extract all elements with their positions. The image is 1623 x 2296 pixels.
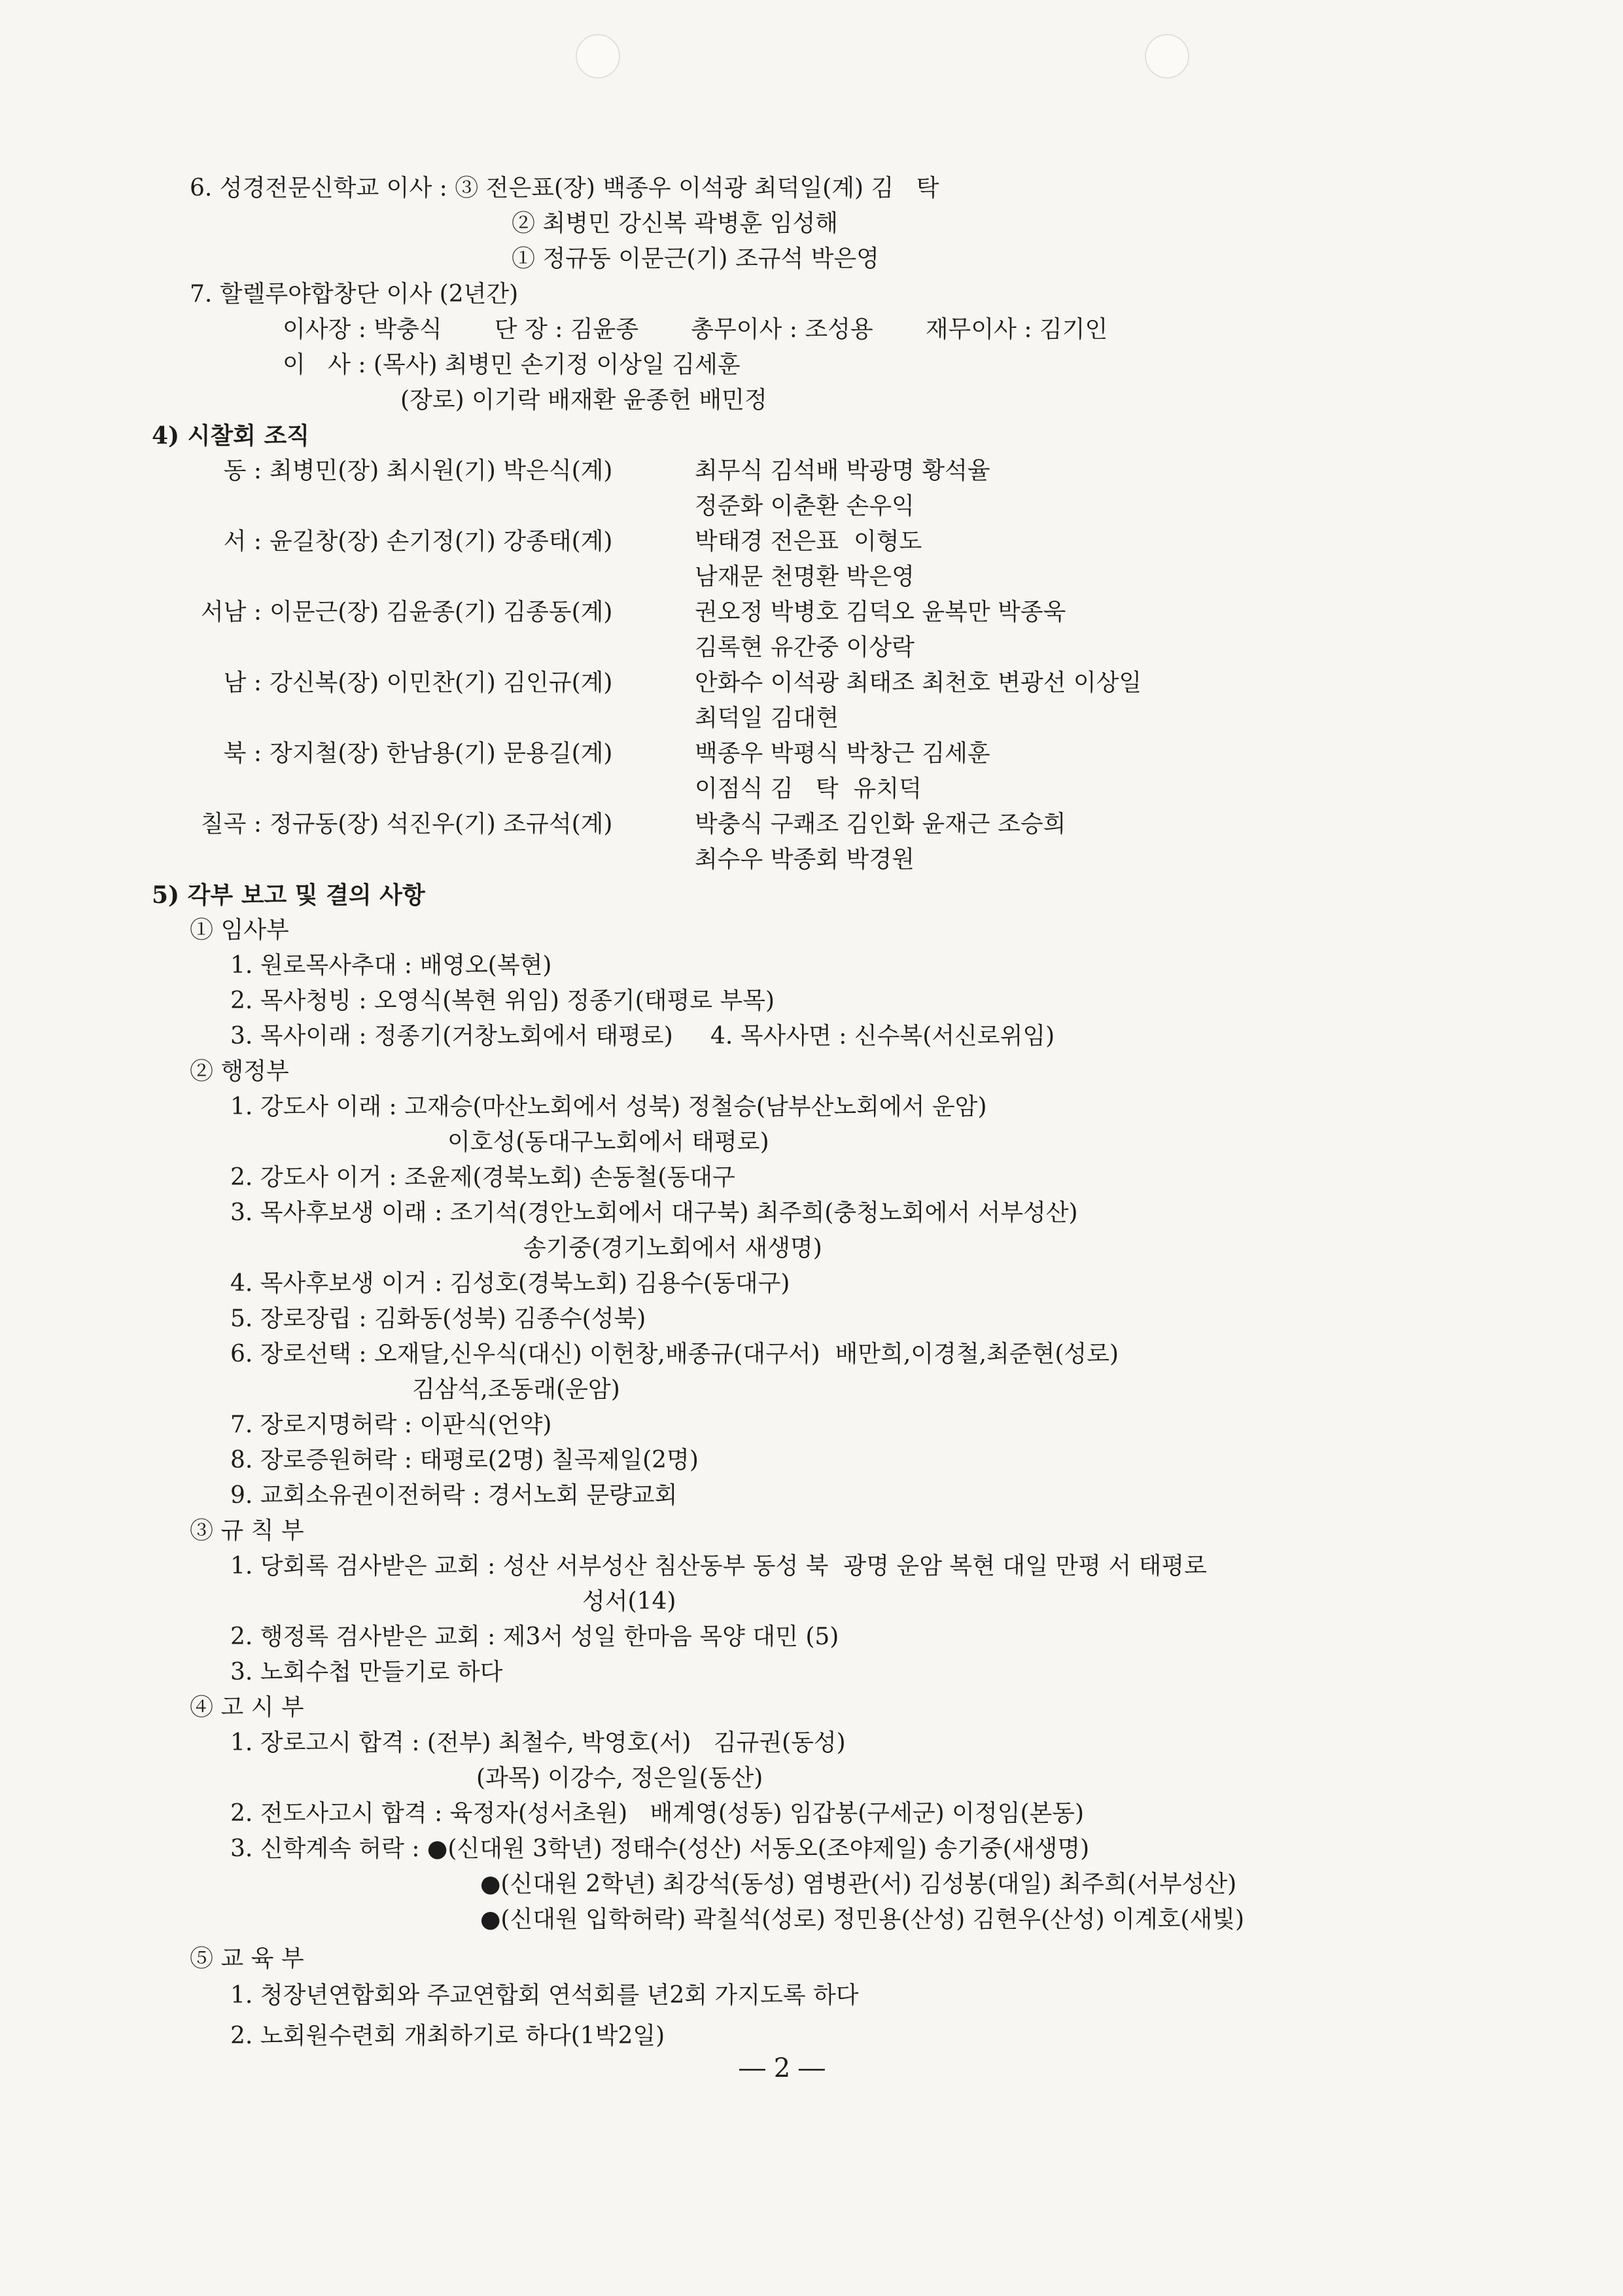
district-leaders: 이문근(장) 김윤종(기) 김종동(계) xyxy=(270,599,613,626)
department-title: ② 행정부 xyxy=(190,1058,289,1085)
district-label: 칠곡 : xyxy=(200,811,262,838)
report-item: 1. 당회록 검사받은 교회 : 성산 서부성산 침산동부 동성 북 광명 운암 복현 대일 만평 서 태평로 xyxy=(230,1553,1207,1580)
district-label: 남 : xyxy=(223,669,262,696)
report-item: 1. 장로고시 합격 : (전부) 최철수, 박영호(서) 김규권(동성) xyxy=(230,1729,846,1756)
district-label: 북 : xyxy=(223,740,262,767)
district-leaders: 강신복(장) 이민찬(기) 김인규(계) xyxy=(270,669,613,696)
district-leaders: 정규동(장) 석진우(기) 조규석(계) xyxy=(270,811,613,838)
district-leaders: 최병민(장) 최시원(기) 박은식(계) xyxy=(270,457,613,484)
district-members: 최수우 박종회 박경원 xyxy=(695,846,915,873)
board-seminary-line: ① 정규동 이문근(기) 조규석 박은영 xyxy=(512,245,879,272)
district-label: 동 : xyxy=(223,457,262,484)
report-item: 1. 청장년연합회와 주교연합회 연석회를 년2회 가지도록 하다 xyxy=(230,1982,859,2009)
report-item: 2. 강도사 이거 : 조윤제(경북노회) 손동철(동대구 xyxy=(230,1164,735,1191)
district-members: 안화수 이석광 최태조 최천호 변광선 이상일 xyxy=(695,669,1142,696)
choir-board-officers: 이사장 : 박충식 단 장 : 김윤종 총무이사 : 조성용 재무이사 : 김기인 xyxy=(283,316,1108,343)
report-item-continued: 김삼석,조동래(운암) xyxy=(412,1376,620,1403)
choir-board-directors: (장로) 이기락 배재환 윤종헌 배민정 xyxy=(400,387,767,414)
report-item: 2. 목사청빙 : 오영식(복현 위임) 정종기(태평로 부목) xyxy=(230,987,775,1014)
choir-board-directors: 이 사 : (목사) 최병민 손기정 이상일 김세훈 xyxy=(283,351,741,378)
district-members: 남재문 천명환 박은영 xyxy=(695,563,915,590)
report-item: 1. 원로목사추대 : 배영오(복현) xyxy=(230,952,552,979)
district-leaders: 윤길창(장) 손기정(기) 강종태(계) xyxy=(270,528,613,555)
department-title: ⑤ 교 육 부 xyxy=(190,1945,304,1972)
district-members: 이점식 김 탁 유치덕 xyxy=(695,775,922,802)
report-item: 3. 노회수첩 만들기로 하다 xyxy=(230,1659,503,1686)
department-title: ③ 규 칙 부 xyxy=(190,1517,304,1544)
report-item-continued: ●(신대원 2학년) 최강석(동성) 염병관(서) 김성봉(대일) 최주희(서부성산) xyxy=(480,1871,1237,1898)
report-item-continued: (과목) 이강수, 정은일(동산) xyxy=(476,1765,763,1792)
report-item-continued: 이호성(동대구노회에서 태평로) xyxy=(447,1129,769,1156)
district-members: 최무식 김석배 박광명 황석율 xyxy=(695,457,990,484)
report-item: 7. 장로지명허락 : 이판식(언약) xyxy=(230,1411,552,1438)
district-members: 백종우 박평식 박창근 김세훈 xyxy=(695,740,990,767)
page-number: ― 2 ― xyxy=(739,2053,825,2083)
district-members: 김록현 유간중 이상락 xyxy=(695,634,915,661)
report-item: 3. 목사후보생 이래 : 조기석(경안노회에서 대구북) 최주희(충청노회에서 서부성산) xyxy=(230,1199,1078,1226)
report-item: 8. 장로증원허락 : 태평로(2명) 칠곡제일(2명) xyxy=(230,1447,699,1474)
district-label: 서남 : xyxy=(200,599,262,626)
district-members: 박태경 전은표 이형도 xyxy=(695,528,922,555)
report-item-continued: 송기중(경기노회에서 새생명) xyxy=(523,1235,822,1262)
district-label: 서 : xyxy=(223,528,262,555)
district-members: 최덕일 김대현 xyxy=(695,705,839,732)
report-item: 3. 목사이래 : 정종기(거창노회에서 태평로) 4. 목사사면 : 신수복(서신로위임) xyxy=(230,1023,1055,1050)
district-members: 정준화 이춘환 손우익 xyxy=(695,493,915,520)
board-seminary-heading: 6. 성경전문신학교 이사 : ③ 전은표(장) 백종우 이석광 최덕일(계) 김 탁 xyxy=(190,175,939,202)
report-item: 2. 노회원수련회 개최하기로 하다(1박2일) xyxy=(230,2022,665,2049)
choir-board-heading: 7. 할렐루야합창단 이사 (2년간) xyxy=(190,281,519,308)
section-heading: 5) 각부 보고 및 결의 사항 xyxy=(152,881,425,909)
punch-hole-mark xyxy=(1145,34,1189,79)
report-item: 1. 강도사 이래 : 고재승(마산노회에서 성북) 정철승(남부산노회에서 운암) xyxy=(230,1093,987,1120)
report-item-continued: 성서(14) xyxy=(582,1588,676,1615)
report-item: 6. 장로선택 : 오재달,신우식(대신) 이헌창,배종규(대구서) 배만희,이경철,최준현(성로) xyxy=(230,1341,1119,1368)
department-title: ④ 고 시 부 xyxy=(190,1694,304,1721)
district-members: 박충식 구쾌조 김인화 윤재근 조승희 xyxy=(695,811,1066,838)
report-item: 3. 신학계속 허락 : ●(신대원 3학년) 정태수(성산) 서동오(조야제일) 송기중(새생명) xyxy=(230,1835,1090,1862)
report-item-continued: ●(신대원 입학허락) 곽칠석(성로) 정민용(산성) 김현우(산성) 이계호(새빛) xyxy=(480,1906,1245,1933)
report-item: 5. 장로장립 : 김화동(성북) 김종수(성북) xyxy=(230,1305,646,1332)
punch-hole-mark xyxy=(576,34,620,79)
report-item: 2. 전도사고시 합격 : 육정자(성서초원) 배계영(성동) 임갑봉(구세군) 이정임(본동) xyxy=(230,1800,1085,1827)
report-item: 4. 목사후보생 이거 : 김성호(경북노회) 김용수(동대구) xyxy=(230,1270,790,1297)
district-members: 권오정 박병호 김덕오 윤복만 박종욱 xyxy=(695,599,1066,626)
report-item: 2. 행정록 검사받은 교회 : 제3서 성일 한마음 목양 대민 (5) xyxy=(230,1623,839,1650)
department-title: ① 임사부 xyxy=(190,917,289,944)
district-leaders: 장지철(장) 한남용(기) 문용길(계) xyxy=(270,740,613,767)
board-seminary-line: ② 최병민 강신복 곽병훈 임성해 xyxy=(512,210,839,237)
report-item: 9. 교회소유권이전허락 : 경서노회 문량교회 xyxy=(230,1482,678,1509)
section-heading: 4) 시찰회 조직 xyxy=(152,422,310,450)
